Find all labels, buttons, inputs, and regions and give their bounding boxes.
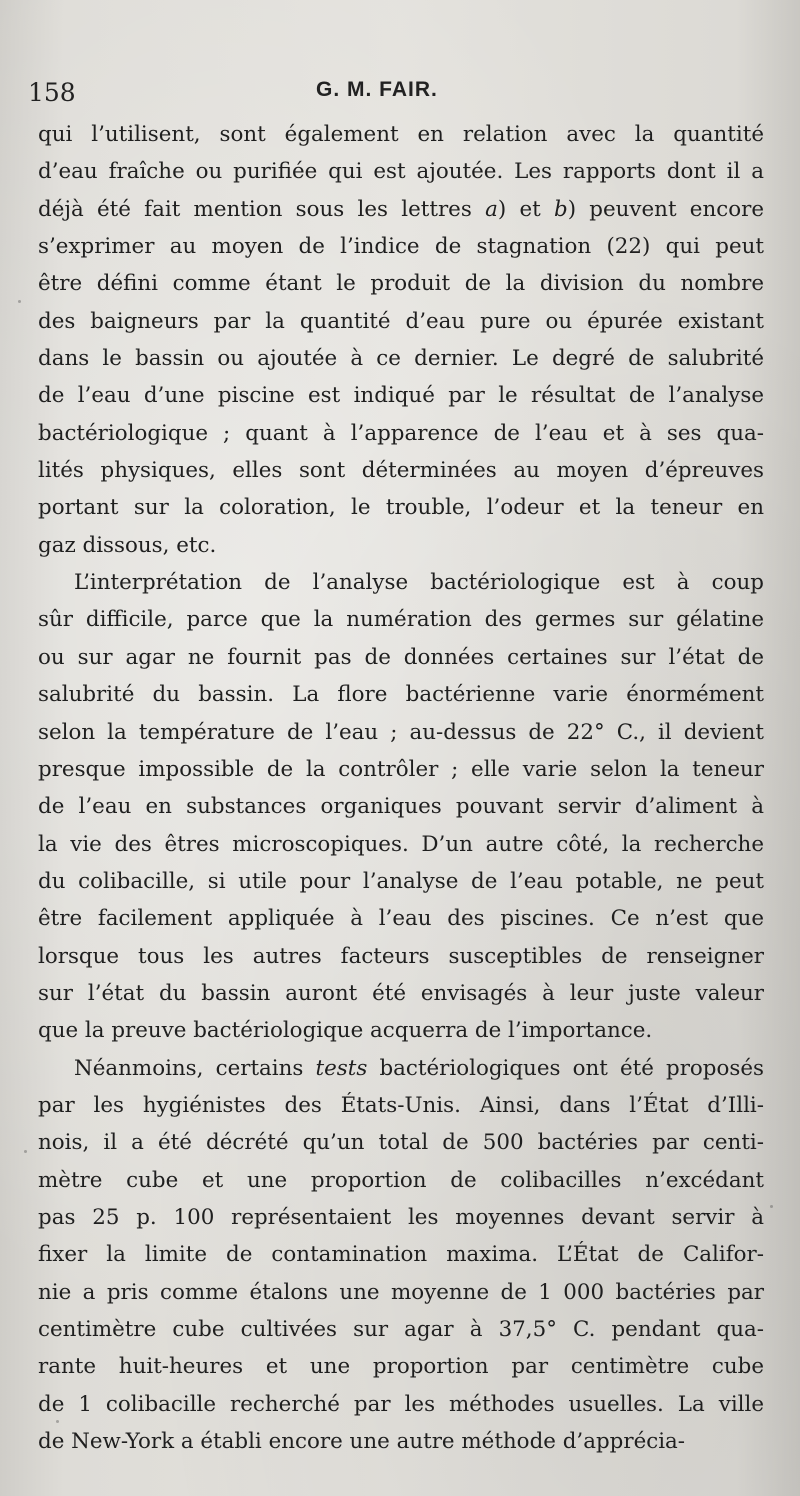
text-line: du colibacille, si utile pour l’analyse de l’eau potable, ne peut xyxy=(38,868,764,894)
paper-speck xyxy=(18,300,21,303)
text-line: de 1 colibacille recherché par les méthodes usuelles. La ville xyxy=(38,1391,764,1417)
paragraph xyxy=(38,116,764,564)
text-line: gaz dissous, etc. xyxy=(38,532,217,558)
text-line: nie a pris comme étalons une moyenne de 1 000 bactéries par xyxy=(38,1279,764,1305)
text-line: ou sur agar ne fournit pas de données certaines sur l’état de xyxy=(38,644,764,670)
text-line: lités physiques, elles sont déterminées au moyen d’épreuves xyxy=(38,458,764,484)
paper-speck xyxy=(770,1205,773,1208)
text-line: sûr difficile, parce que la numération des germes sur gélatine xyxy=(38,607,764,633)
paper-speck xyxy=(56,1420,59,1423)
body-text xyxy=(38,116,764,1460)
text-line: bactériologique ; quant à l’apparence de l’eau et à ses qua- xyxy=(38,420,764,446)
text-line: être défini comme étant le produit de la division du nombre xyxy=(38,271,764,297)
text-line: lorsque tous les autres facteurs susceptibles de renseigner xyxy=(38,943,764,969)
paragraph xyxy=(38,564,764,1049)
paragraph xyxy=(38,1050,764,1461)
text-line: déjà été fait mention sous les lettres a) et b) peuvent encore xyxy=(38,196,764,222)
running-head: G. M. FAIR. xyxy=(316,78,438,101)
text-line: L’interprétation de l’analyse bactériologique est à coup xyxy=(74,570,764,596)
paper-speck xyxy=(24,1150,27,1153)
text-line: mètre cube et une proportion de colibacilles n’excédant xyxy=(38,1167,764,1193)
text-line: portant sur la coloration, le trouble, l’odeur et la teneur en xyxy=(38,495,764,521)
page-number: 158 xyxy=(28,78,76,107)
text-line: de l’eau en substances organiques pouvant servir d’aliment à xyxy=(38,794,764,820)
text-line: sur l’état du bassin auront été envisagés à leur juste valeur xyxy=(38,980,764,1006)
text-line: presque impossible de la contrôler ; elle varie selon la teneur xyxy=(38,756,764,782)
text-line: la vie des êtres microscopiques. D’un autre côté, la recherche xyxy=(38,831,764,857)
text-line: de New-York a établi encore une autre méthode d’apprécia- xyxy=(38,1429,686,1455)
text-line: rante huit-heures et une proportion par centimètre cube xyxy=(38,1354,764,1380)
text-line: par les hygiénistes des États-Unis. Ainsi, dans l’État d’Illi- xyxy=(38,1092,764,1118)
text-line: nois, il a été décrété qu’un total de 500 bactéries par centi- xyxy=(38,1130,764,1156)
text-line: être facilement appliquée à l’eau des piscines. Ce n’est que xyxy=(38,906,764,932)
text-line: de l’eau d’une piscine est indiqué par le résultat de l’analyse xyxy=(38,383,764,409)
text-line: d’eau fraîche ou purifiée qui est ajoutée. Les rapports dont il a xyxy=(38,159,764,185)
text-line: fixer la limite de contamination maxima. L’État de Califor- xyxy=(38,1242,764,1268)
text-line: centimètre cube cultivées sur agar à 37,5° C. pendant qua- xyxy=(38,1317,764,1342)
text-line: qui l’utilisent, sont également en relation avec la quantité xyxy=(38,122,764,147)
text-line: des baigneurs par la quantité d’eau pure ou épurée existant xyxy=(38,308,764,334)
text-line: dans le bassin ou ajoutée à ce dernier. Le degré de salubrité xyxy=(38,346,764,372)
text-line: pas 25 p. 100 représentaient les moyennes devant servir à xyxy=(38,1204,764,1230)
text-line: que la preuve bactériologique acquerra de l’importance. xyxy=(38,1018,653,1044)
text-line: Néanmoins, certains tests bactériologiques ont été proposés xyxy=(74,1055,764,1081)
text-line: s’exprimer au moyen de l’indice de stagnation (22) qui peut xyxy=(38,234,764,260)
text-line: selon la température de l’eau ; au-dessus de 22° C., il devient xyxy=(38,719,764,745)
text-line: salubrité du bassin. La flore bactérienne varie énormément xyxy=(38,682,764,708)
page-header xyxy=(28,72,768,116)
